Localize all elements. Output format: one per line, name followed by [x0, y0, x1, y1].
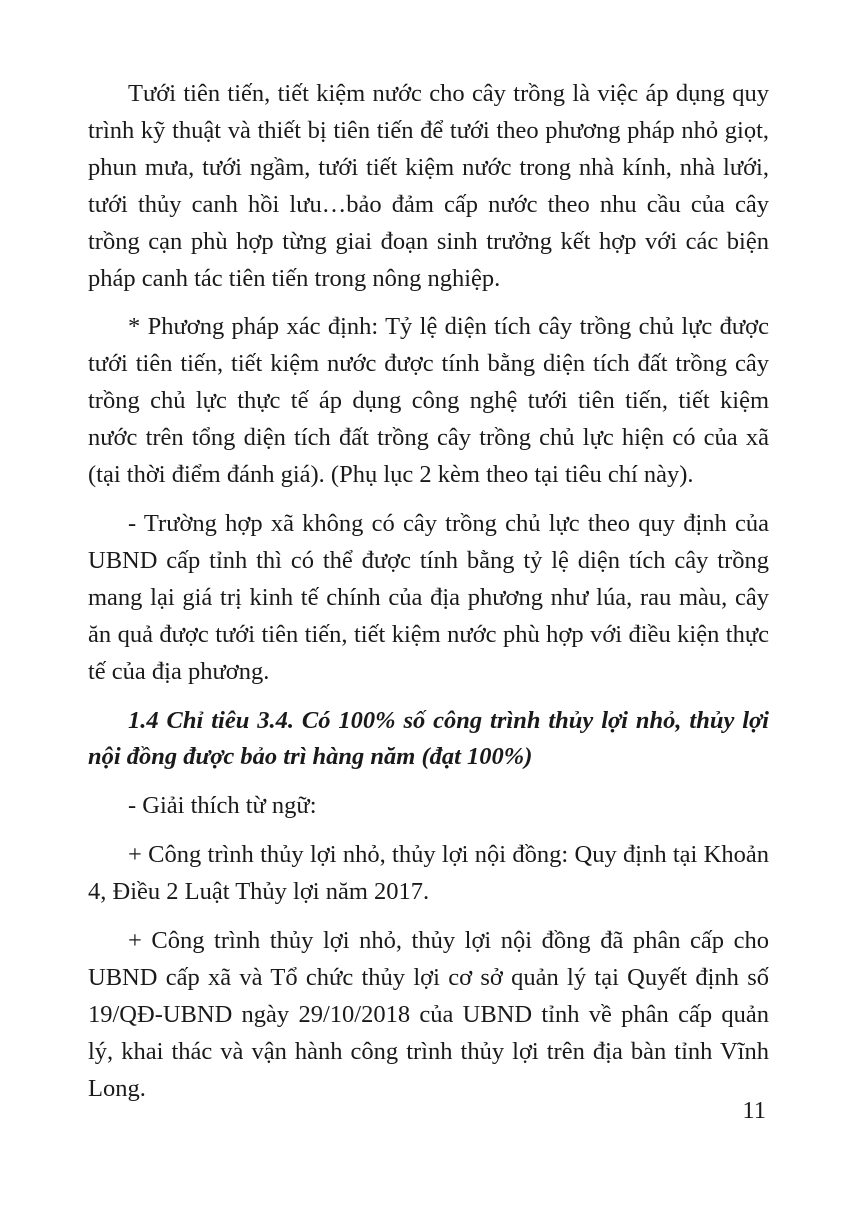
document-body: [88, 76, 769, 1120]
page-number: 11: [742, 1097, 766, 1124]
paragraph-small-irrigation-definition: + Công trình thủy lợi nhỏ, thủy lợi nội đồng: Quy định tại Khoản 4, Điều 2 Luật Thủy lợi năm 2017.: [88, 841, 769, 906]
paragraph-no-main-crop-case: - Trường hợp xã không có cây trồng chủ lực theo quy định của UBND cấp tỉnh thì có thể được tính bằng tỷ lệ diện tích cây trồng mang lại giá trị kinh tế chính của địa phương như lúa, rau màu, cây ăn quả được tưới tiên tiến, tiết kiệm nước phù hợp với điều kiện thực tế của địa phương.: [88, 509, 769, 685]
paragraph-decentralization: + Công trình thủy lợi nhỏ, thủy lợi nội đồng đã phân cấp cho UBND cấp xã và Tổ chức thủy lợi cơ sở quản lý tại Quyết định số 19/QĐ-UBND ngày 29/10/2018 của UBND tỉnh về phân cấp quản lý, khai thác và vận hành công trình thủy lợi trên địa bàn tỉnh Vĩnh Long.: [88, 927, 769, 1102]
paragraph-term-explanation: - Giải thích từ ngữ:: [128, 792, 317, 820]
paragraph-irrigation-definition: Tưới tiên tiến, tiết kiệm nước cho cây trồng là việc áp dụng quy trình kỹ thuật và thiết bị tiên tiến để tưới theo phương pháp nhỏ giọt, phun mưa, tưới ngầm, tưới tiết kiệm nước trong nhà kính, nhà lưới, tưới thủy canh hồi lưu…bảo đảm cấp nước theo nhu cầu của cây trồng cạn phù hợp từng giai đoạn sinh trưởng kết hợp với các biện pháp canh tác tiên tiến trong nông nghiệp.: [88, 80, 769, 292]
section-heading-criterion-3-4: 1.4 Chỉ tiêu 3.4. Có 100% số công trình thủy lợi nhỏ, thủy lợi nội đồng được bảo trì hàng năm (đạt 100%): [88, 706, 769, 771]
paragraph-determination-method: * Phương pháp xác định: Tỷ lệ diện tích cây trồng chủ lực được tưới tiên tiến, tiết kiệm nước được tính bằng diện tích đất trồng cây trồng chủ lực thực tế áp dụng công nghệ tưới tiên tiến, tiết kiệm nước trên tổng diện tích đất trồng cây trồng chủ lực hiện có của xã (tại thời điểm đánh giá). (Phụ lục 2 kèm theo tại tiêu chí này).: [88, 313, 769, 489]
